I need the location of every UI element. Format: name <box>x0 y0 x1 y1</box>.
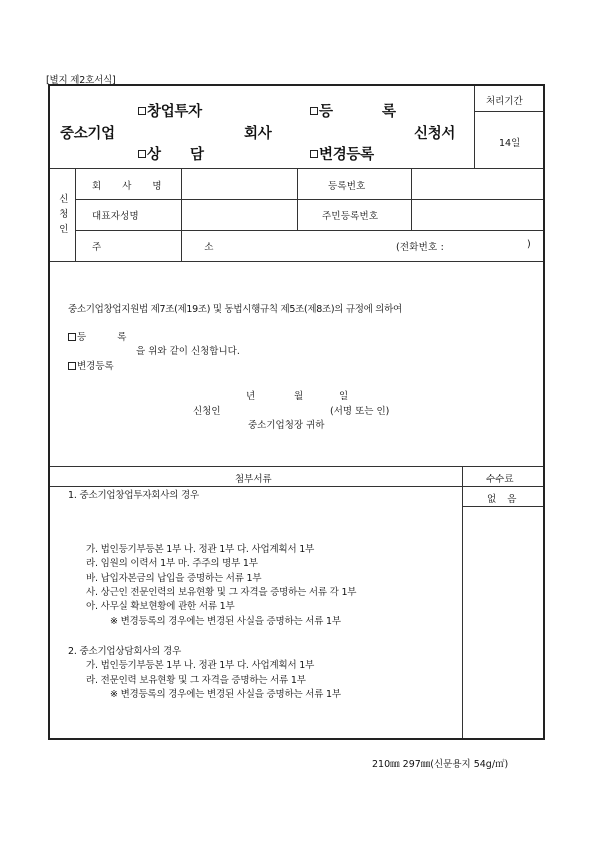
option-change-register-label: 변경등록 <box>319 147 374 163</box>
applicant-sign-label: 신청인 <box>193 406 221 417</box>
option-register-stmt-label: 등 록 <box>77 332 141 343</box>
applicant-row-divider <box>75 199 543 200</box>
fee-value-divider <box>462 506 543 507</box>
title-suffix: 신청서 <box>414 126 456 142</box>
fee-value: 없 음 <box>487 494 521 505</box>
form-number-tag: [별지 제2호서식] <box>46 75 116 86</box>
checkbox-icon[interactable] <box>310 150 318 158</box>
attachment-item: 바. 납입자본금의 납입을 증명하는 서류 1부 <box>86 573 262 584</box>
apply-text: 을 위와 같이 신청합니다. <box>136 346 240 357</box>
option-startup-invest[interactable] <box>138 100 202 121</box>
option-register[interactable] <box>310 100 418 121</box>
value-column-divider <box>411 168 412 230</box>
attachment-item: 가. 법인등기부등본 1부 나. 정관 1부 다. 사업계획서 1부 <box>86 660 315 671</box>
option-change-stmt-label: 변경등록 <box>77 361 114 372</box>
option-consult-label: 상 담 <box>147 147 217 163</box>
attachment-item: 라. 임원의 이력서 1부 마. 주주의 명부 1부 <box>86 558 258 569</box>
date-month: 월 <box>294 391 304 402</box>
fee-header: 수수료 <box>486 474 514 485</box>
checkbox-icon[interactable] <box>138 150 146 158</box>
reg-number-label: 등록번호 <box>328 181 366 192</box>
attachment-item: 라. 전문인력 보유현황 및 그 자격을 증명하는 서류 1부 <box>86 675 306 686</box>
company-name-label: 회 사 명 <box>92 181 171 192</box>
checkbox-icon[interactable] <box>68 362 76 370</box>
representative-label: 대표자성명 <box>92 211 139 222</box>
phone-label: (전화번호 : <box>396 242 445 253</box>
application-form <box>48 84 545 740</box>
statement-text: 중소기업창업지원법 제7조(제19조) 및 동법시행규칙 제5조(제8조)의 규정에 의하여 <box>68 304 402 315</box>
applicant-side-divider <box>75 168 76 261</box>
checkbox-icon[interactable] <box>68 333 76 341</box>
title-prefix: 중소기업 <box>60 126 115 142</box>
applicant-bottom-divider <box>50 261 543 262</box>
attachments-header: 첨부서류 <box>235 474 272 485</box>
attachment-item: 사. 상근인 전문인력의 보유현황 및 그 자격을 증명하는 서류 각 1부 <box>86 587 357 598</box>
checkbox-icon[interactable] <box>138 107 146 115</box>
processing-period-value: 14일 <box>499 138 521 149</box>
resident-number-label: 주민등록번호 <box>322 211 379 222</box>
processing-period-divider <box>474 86 475 168</box>
checkbox-icon[interactable] <box>310 107 318 115</box>
phone-close: ) <box>527 239 531 250</box>
paper-size-footer: 210㎜ 297㎜(신문용지 54g/㎡) <box>372 759 509 770</box>
processing-period-label: 처리기간 <box>486 96 523 107</box>
section2-title: 2. 중소기업상담회사의 경우 <box>68 646 182 657</box>
attachment-item: 가. 법인등기부등본 1부 나. 정관 1부 다. 사업계획서 1부 <box>86 544 315 555</box>
date-year: 년 <box>246 391 256 402</box>
title-middle: 회사 <box>244 126 272 142</box>
attachment-item: 아. 사무실 확보현황에 관한 서류 1부 <box>86 601 235 612</box>
section1-title: 1. 중소기업창업투자회사의 경우 <box>68 490 200 501</box>
attachment-note: ※ 변경등록의 경우에는 변경된 사실을 증명하는 서류 1부 <box>110 616 341 627</box>
address-label: 주 소 <box>92 242 264 253</box>
attachment-note: ※ 변경등록의 경우에는 변경된 사실을 증명하는 서류 1부 <box>110 689 341 700</box>
fee-column-divider <box>462 466 463 738</box>
applicant-row-divider <box>75 230 543 231</box>
recipient: 중소기업청장 귀하 <box>248 420 325 431</box>
attachments-header-divider <box>50 486 543 487</box>
processing-period-label-divider <box>474 111 543 112</box>
option-register-label: 등 록 <box>319 104 419 120</box>
attachments-top-divider <box>50 466 543 467</box>
option-startup-invest-label: 창업투자 <box>147 104 202 120</box>
value-column-divider <box>297 168 298 230</box>
option-change-stmt[interactable] <box>68 358 114 372</box>
option-register-stmt[interactable] <box>68 329 140 343</box>
option-change-register[interactable] <box>310 143 374 164</box>
applicant-side-label: 신청인 <box>59 194 69 235</box>
date-day: 일 <box>339 391 349 402</box>
option-consult[interactable] <box>138 143 216 164</box>
signature-label: (서명 또는 인) <box>330 406 390 417</box>
